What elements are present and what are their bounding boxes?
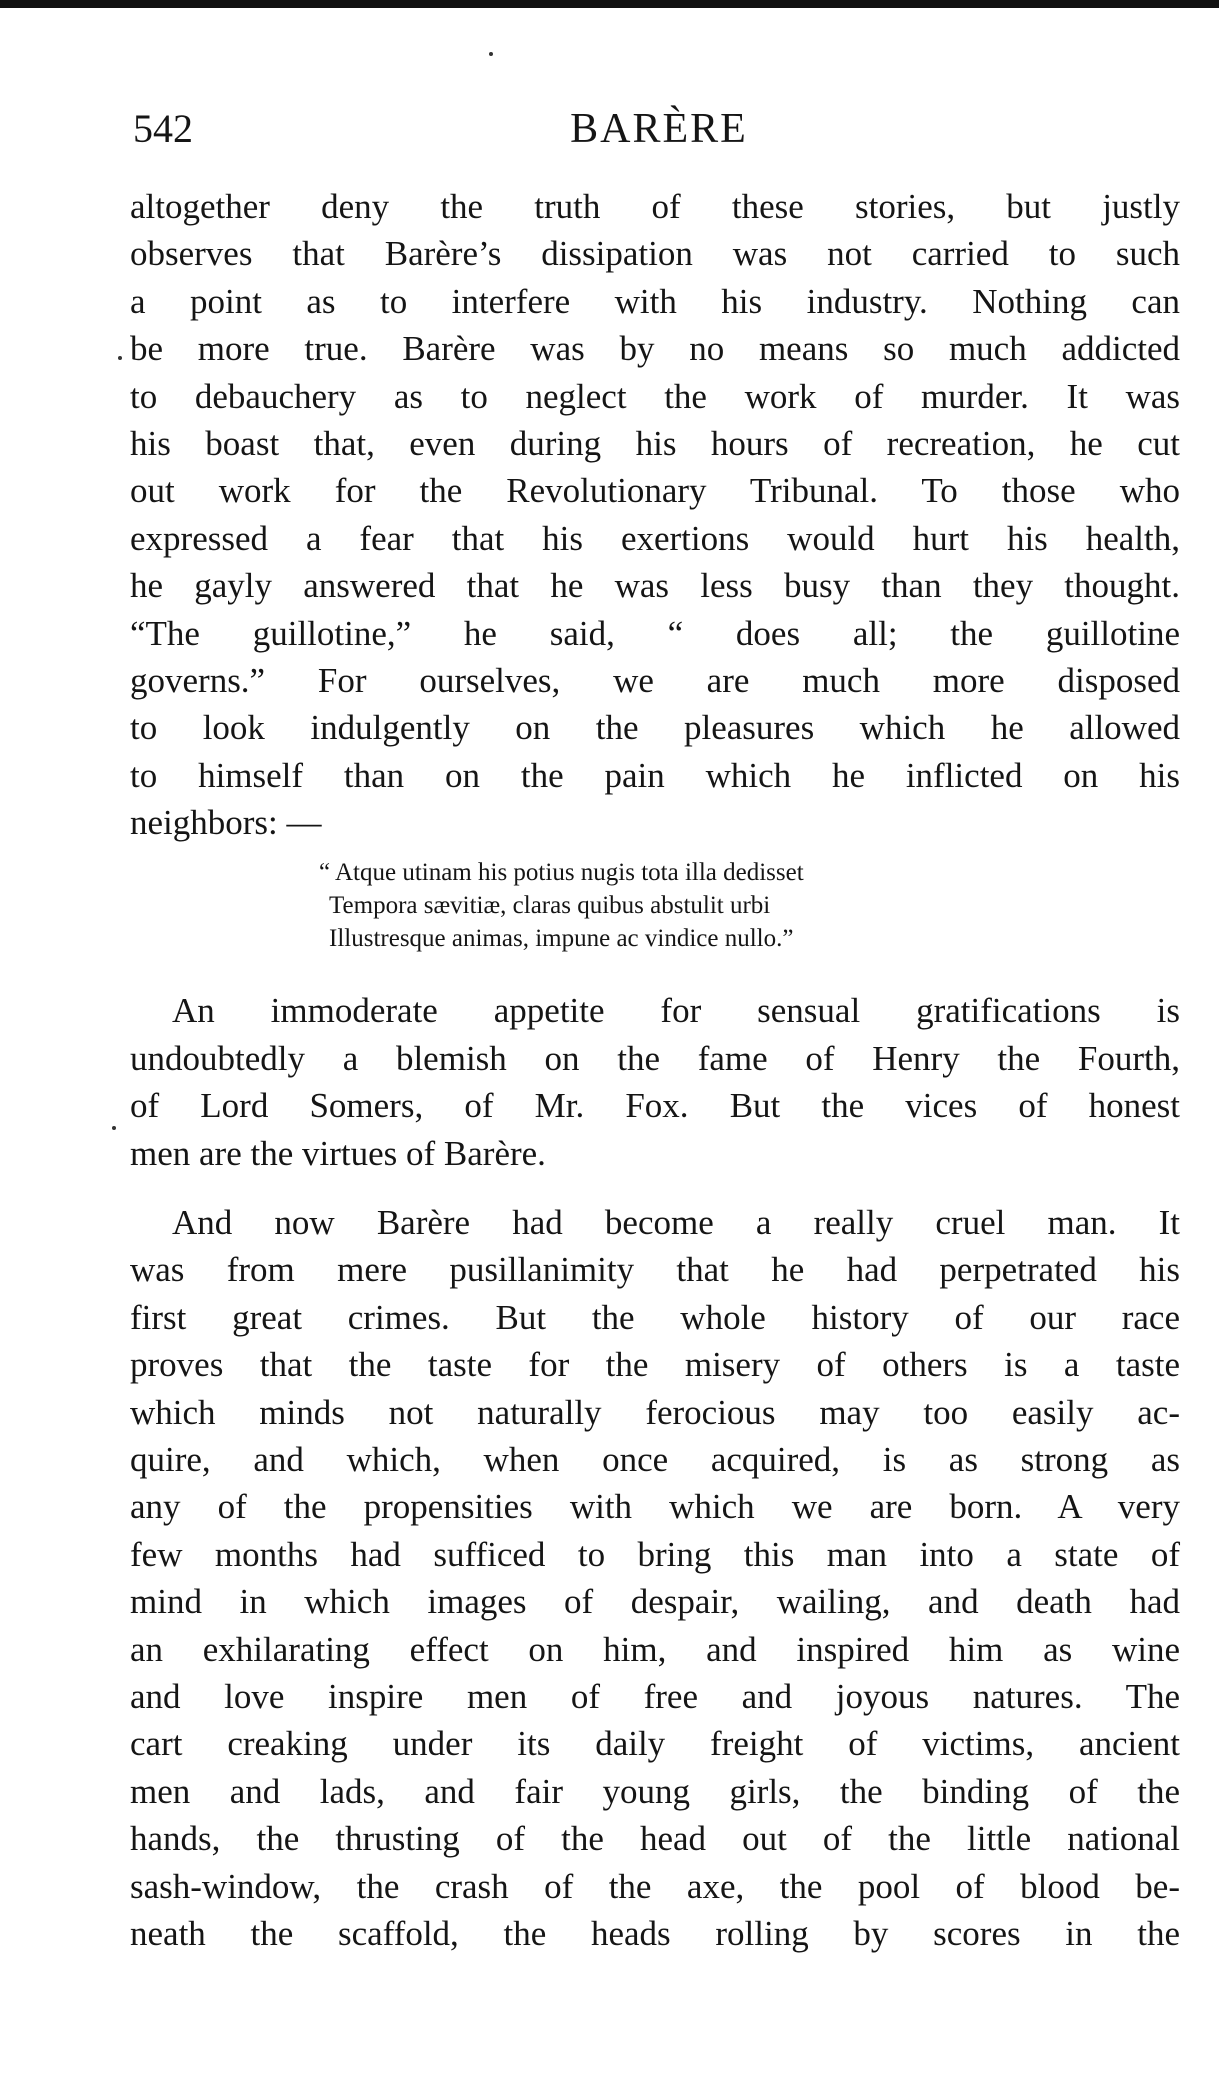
- page-header: [133, 104, 1185, 154]
- text-line: he gayly answered that he was less busy than they thought.: [130, 566, 1180, 606]
- quotation-line: Tempora sævitiæ, claras quibus abstulit urbi: [329, 892, 771, 920]
- text-line: and love inspire men of free and joyous natures. The: [130, 1676, 1180, 1716]
- text-line: expressed a fear that his exertions would hurt his health,: [130, 518, 1180, 558]
- text-line: And now Barère had become a really cruel man. It: [172, 1203, 1180, 1243]
- text-line: “The guillotine,” he said, “ does all; the guillotine: [130, 613, 1180, 653]
- text-line: proves that the taste for the misery of others is a taste: [130, 1345, 1180, 1385]
- text-line: be more true. Barère was by no means so much addicted: [130, 329, 1180, 369]
- page-body: [130, 183, 1180, 1957]
- text-line: governs.” For ourselves, we are much more disposed: [130, 660, 1180, 700]
- margin-speck: [112, 1126, 116, 1130]
- text-line: observes that Barère’s dissipation was not carried to such: [130, 234, 1180, 274]
- text-line: to himself than on the pain which he inflicted on his: [130, 755, 1180, 795]
- paragraph: [130, 987, 1180, 1177]
- text-line: sash-window, the crash of the axe, the pool of blood be-: [130, 1866, 1180, 1906]
- running-title: BARÈRE: [570, 106, 748, 152]
- text-line: out work for the Revolutionary Tribunal. To those who: [130, 471, 1180, 511]
- text-line: cart creaking under its daily freight of victims, ancient: [130, 1724, 1180, 1764]
- paragraph: [130, 1199, 1180, 1957]
- margin-speck: [118, 356, 122, 360]
- page-number: 542: [133, 106, 193, 151]
- text-line: few months had sufficed to bring this man into a state of: [130, 1534, 1180, 1574]
- text-line: quire, and which, when once acquired, is as strong as: [130, 1439, 1180, 1479]
- text-line: hands, the thrusting of the head out of the little national: [130, 1819, 1180, 1859]
- text-line: undoubtedly a blemish on the fame of Henry the Fourth,: [130, 1038, 1180, 1078]
- text-line: An immoderate appetite for sensual gratifications is: [172, 991, 1180, 1031]
- text-line: was from mere pusillanimity that he had perpetrated his: [130, 1250, 1180, 1290]
- paragraph: [130, 183, 1180, 846]
- text-line: neighbors: —: [130, 803, 322, 843]
- text-line: neath the scaffold, the heads rolling by scores in the: [130, 1913, 1180, 1953]
- quotation-line: Illustresque animas, impune ac vindice nullo.”: [329, 925, 794, 953]
- text-line: a point as to interfere with his industry. Nothing can: [130, 281, 1180, 321]
- text-line: altogether deny the truth of these stories, but justly: [130, 187, 1180, 226]
- text-line: any of the propensities with which we are born. A very: [130, 1487, 1180, 1527]
- text-line: men are the virtues of Barère.: [130, 1133, 546, 1173]
- text-line: to debauchery as to neglect the work of murder. It was: [130, 376, 1180, 416]
- text-line: to look indulgently on the pleasures which he allowed: [130, 708, 1180, 748]
- text-line: first great crimes. But the whole history of our race: [130, 1297, 1180, 1337]
- text-line: of Lord Somers, of Mr. Fox. But the vices of honest: [130, 1086, 1180, 1126]
- quotation-line: “ Atque utinam his potius nugis tota illa dedisset: [319, 859, 804, 887]
- text-line: which minds not naturally ferocious may too easily ac-: [130, 1392, 1180, 1432]
- text-line: mind in which images of despair, wailing, and death had: [130, 1582, 1180, 1622]
- text-line: an exhilarating effect on him, and inspired him as wine: [130, 1629, 1180, 1669]
- text-line: his boast that, even during his hours of recreation, he cut: [130, 423, 1180, 463]
- text-line: men and lads, and fair young girls, the binding of the: [130, 1771, 1180, 1811]
- top-border-rule: [0, 0, 1219, 8]
- margin-speck: [489, 52, 493, 56]
- latin-quotation: [130, 856, 1180, 955]
